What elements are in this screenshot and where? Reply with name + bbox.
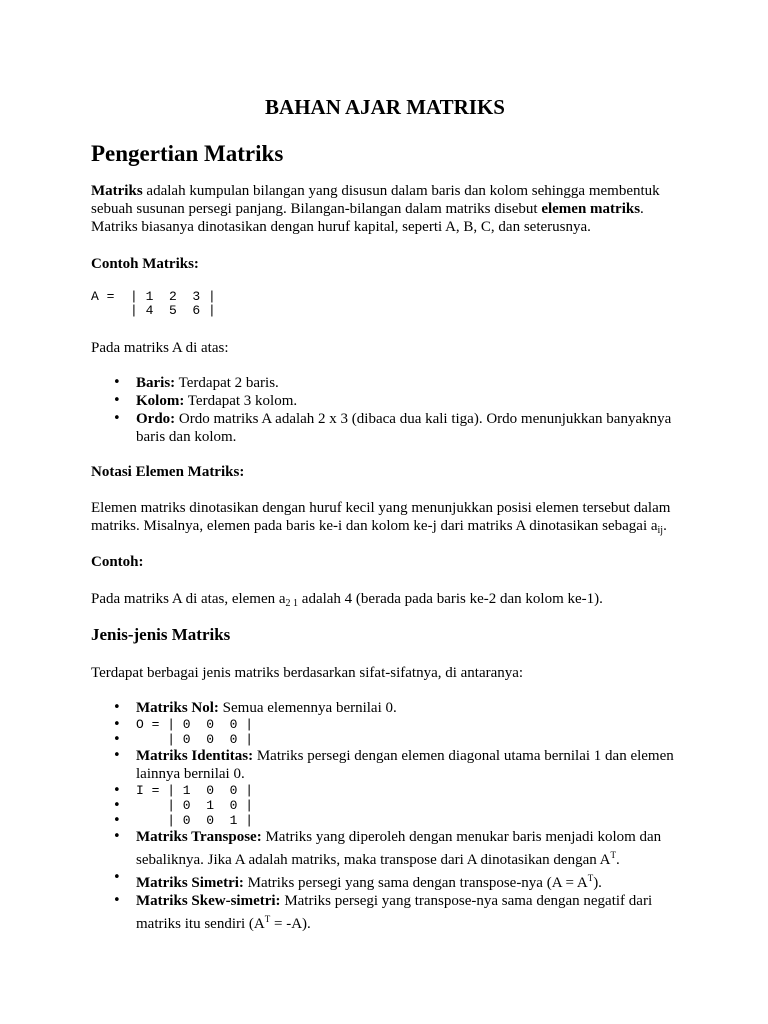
after-matrix-text: Pada matriks A di atas:	[91, 340, 229, 356]
notation-text: Elemen matriks dinotasikan dengan huruf kecil yang menunjukkan posisi elemen tersebut dalam matriks. Misalnya, elemen pada baris ke-i dan kolom ke-j dari matriks A dinotasikan sebagai a	[91, 500, 671, 534]
list-item-text-end: = -A).	[270, 916, 311, 932]
list-item-text: Terdapat 2 baris.	[175, 375, 279, 391]
list-item	[91, 828, 681, 869]
list-item	[91, 392, 681, 410]
notation-label: Notasi Elemen Matriks:	[91, 464, 245, 480]
list-item	[91, 699, 681, 717]
example-label: Contoh Matriks:	[91, 256, 199, 272]
list-item-text-end: ).	[593, 875, 602, 891]
list-item	[91, 374, 681, 392]
matrix-types-list	[91, 699, 681, 933]
list-item-label: Baris:	[136, 375, 176, 391]
matrix-a-display: A = | 1 2 3 | | 4 5 6 |	[91, 289, 216, 318]
matrix-row: O = | 0 0 0 |	[136, 717, 254, 732]
term-matriks: Matriks	[91, 183, 143, 199]
notation-paragraph	[91, 499, 681, 540]
list-item	[91, 869, 681, 892]
list-item-label: Ordo:	[136, 411, 176, 427]
matrix-row: | 0 0 0 |	[136, 732, 254, 747]
list-item-text-end: .	[615, 852, 620, 868]
list-item-text: Semua elemennya bernilai 0.	[218, 700, 397, 716]
notation-end: .	[663, 518, 667, 534]
superscript: T	[587, 873, 594, 883]
list-item	[91, 410, 681, 446]
superscript: T	[264, 914, 271, 924]
list-item-label: Kolom:	[136, 393, 185, 409]
term-elemen-matriks: elemen matriks	[541, 201, 641, 217]
list-item-text: Matriks yang diperoleh dengan menukar baris menjadi kolom dan sebaliknya. Jika A adalah matriks, maka transpose dari A dinotasikan dengan A	[136, 829, 662, 868]
list-item	[91, 747, 681, 783]
list-item-text: Matriks persegi yang sama dengan transpose-nya (A = A	[243, 875, 588, 891]
types-intro: Terdapat berbagai jenis matriks berdasarkan sifat-sifatnya, di antaranya:	[91, 665, 524, 681]
list-item	[91, 813, 681, 828]
document-title: BAHAN AJAR MATRIKS	[265, 95, 505, 119]
intro-text-2: . Matriks biasanya dinotasikan dengan huruf kapital, seperti A, B, C, dan seterusnya.	[91, 201, 644, 235]
list-item-text: Matriks persegi yang transpose-nya sama dengan negatif dari matriks itu sendiri (A	[136, 893, 653, 932]
superscript: T	[610, 850, 616, 860]
intro-text-1: adalah kumpulan bilangan yang disusun dalam baris dan kolom sehingga membentuk sebuah susunan persegi panjang. Bilangan-bilangan dalam matriks disebut	[91, 183, 660, 217]
list-item-label: Matriks Simetri:	[136, 875, 244, 891]
intro-paragraph	[91, 182, 681, 236]
matrix-row: | 0 1 0 |	[136, 798, 254, 813]
contoh-label: Contoh:	[91, 554, 144, 570]
list-item	[91, 783, 681, 798]
matrix-row: I = | 1 0 0 |	[136, 783, 254, 798]
list-item	[91, 732, 681, 747]
notation-subscript: ij	[657, 525, 664, 536]
list-item	[91, 892, 681, 933]
contoh-text-1: Pada matriks A di atas, elemen a	[91, 591, 286, 607]
section-heading-pengertian: Pengertian Matriks	[91, 141, 284, 166]
matrix-row: | 0 0 1 |	[136, 813, 254, 828]
list-item-text: Ordo matriks A adalah 2 x 3 (dibaca dua kali tiga). Ordo menunjukkan banyaknya baris dan kolom.	[136, 411, 672, 445]
list-item-label: Matriks Nol:	[136, 700, 219, 716]
list-item-text: Matriks persegi dengan elemen diagonal utama bernilai 1 dan elemen lainnya bernilai 0.	[136, 748, 674, 782]
list-item	[91, 717, 681, 732]
contoh-paragraph	[91, 590, 681, 613]
list-item-label: Matriks Identitas:	[136, 748, 254, 764]
list-item-label: Matriks Transpose:	[136, 829, 262, 845]
matrix-properties-list	[91, 374, 681, 446]
section-heading-jenis: Jenis-jenis Matriks	[91, 625, 231, 644]
list-item-text: Terdapat 3 kolom.	[184, 393, 298, 409]
list-item	[91, 798, 681, 813]
contoh-text-2: adalah 4 (berada pada baris ke-2 dan kolom ke-1).	[298, 591, 603, 607]
contoh-subscript: 2 1	[285, 598, 299, 609]
list-item-label: Matriks Skew-simetri:	[136, 893, 281, 909]
